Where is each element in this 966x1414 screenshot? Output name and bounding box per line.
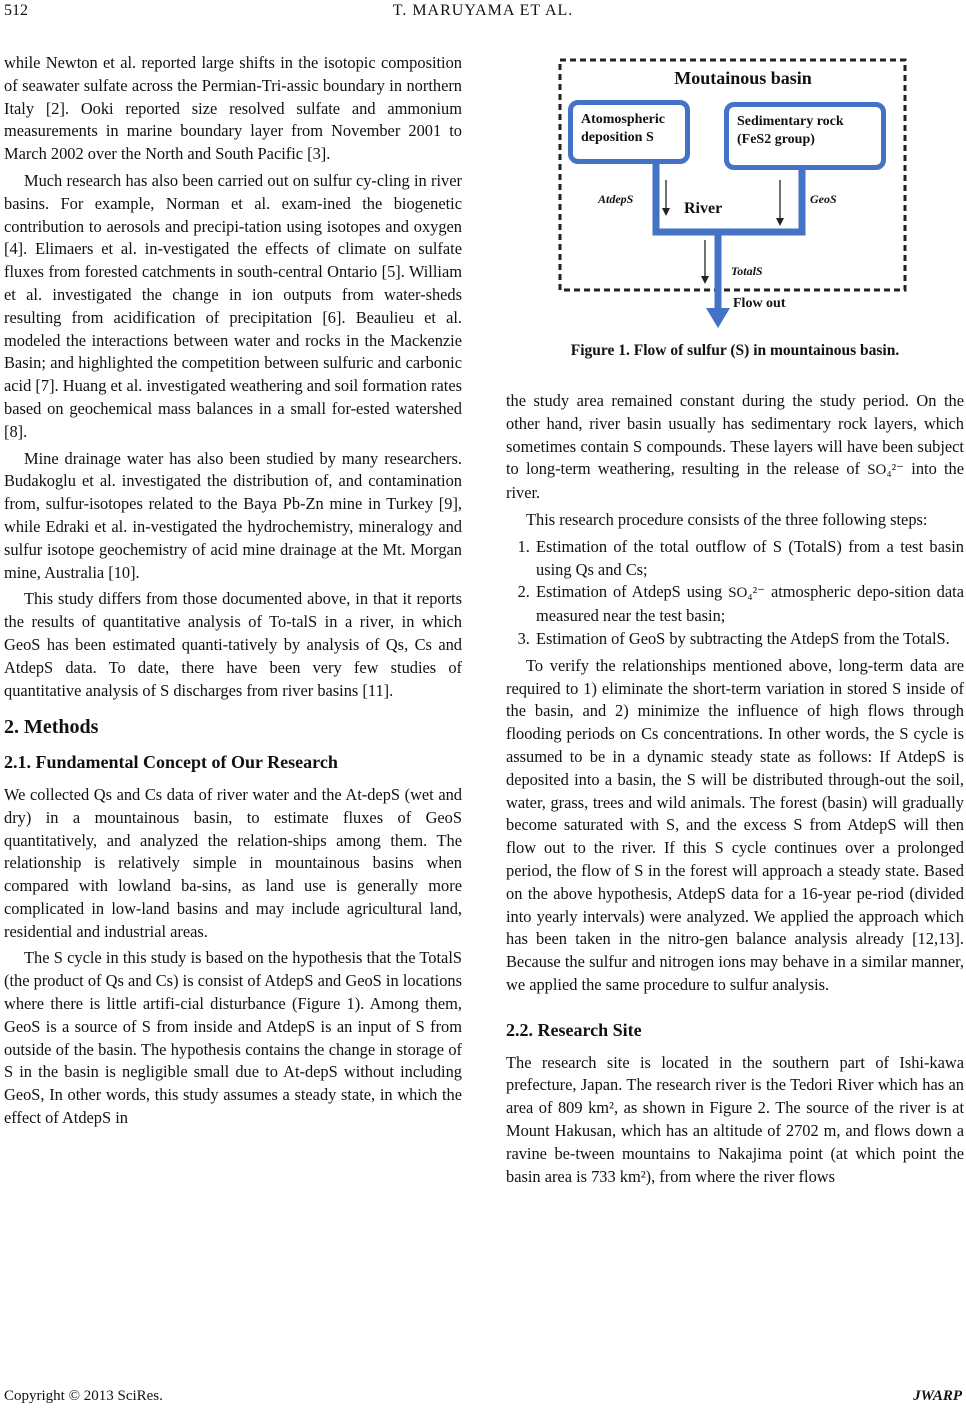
sedimentary-box: Sedimentary rock (FeS2 group) [724,102,886,170]
step-2 [534,581,964,628]
paragraph: The S cycle in this study is based on the hypothesis that the TotalS (the product of Qs and Cs) is consist of AtdepS and GeoS in locations where there is little artifi-cial disturbance (Figure 1). Among them, GeoS is a source of S from inside and AtdepS is an input of S from outside of the basin. The hypothesis contains the change in storage of S in the basin is negligible small due to At-depS without including GeoS, In other words, this study assumes a steady state, in which the effect of AtdepS in [4,948,462,1128]
copyright: Copyright © 2013 SciRes. [4,1388,163,1404]
sulfate-formula: SO₄²⁻ [867,462,905,479]
sulfate-formula: SO₄²⁻ [728,585,766,602]
running-title: T. MARUYAMA ET AL. [392,2,574,19]
paragraph: To verify the relationships mentioned above, long-term data are required to 1) eliminate the short-term variation in stored S inside of the basin, and 2) minimize the influence of high flows through flooding periods on Cs concentrations. In other words, the S cycle is assumed to be in a dynamic steady state as follows: If AtdepS is deposited into a basin, the S will be distributed through-out the soil, water, grass, trees and wild animals. The forest (basin) will gradually become saturated with S, and the excess S from AtdepS will then flow out to the river. If this S cycle continues over a prolonged period, the flow of S in the forest will approach a steady state. Based on the above hypothesis, AtdepS data for a 16-year pe-riod (divided into yearly intervals) were analyzed. We applied the approach which has been taken in the nitro-gen balance analysis already [12,13]. Because the sulfur and nitrogen ions may behave in a similar manner, we applied the same procedure to sulfur analysis. [506,655,964,994]
text: atmospheric depo-sition data measured near the test basin; [536,582,964,626]
paragraph: We collected Qs and Cs data of river water and the At-depS (wet and dry) in a mountainous basin, to estimate fluxes of GeoS quantitatively, and analyzed the relation-ships among them. The relationship is relatively simple in mountainous basins when compared with lowland ba-sins, as land use is generally more complicated in low-land basins and may include agricultural land, residential and industrial areas. [4,784,462,941]
paragraph [506,390,964,505]
right-column [506,390,964,1192]
geos-label: GeoS [810,192,837,206]
subsection-heading: 2.2. Research Site [506,1019,642,1040]
totals-label: TotalS [731,264,763,278]
paragraph: This study differs from those documented above, in that it reports the results of quantitative analysis of To-talS in a river, in which GeoS has been estimated quanti-tatively by analysis of Qs, Cs and AtdepS data. To date, there have been very few studies of quantitative analysis of S discharges from river basins [11]. [4,589,462,700]
figure-caption: Figure 1. Flow of sulfur (S) in mountainous basin. [570,342,900,359]
paragraph: This research procedure consists of the three following steps: [526,509,928,529]
river-label: River [684,200,723,217]
flowout-label: Flow out [733,296,786,311]
figure-title: Moutainous basin [674,68,812,88]
left-column [4,52,462,1134]
journal-name: JWARP [913,1388,962,1404]
text: the study area remained constant during the study period. On the other hand, river basin usually has sedimentary rock layers, which sometimes contain S compounds. These layers will have been subject to long-term weathering, resulting in the release of [506,391,964,479]
page-number: 512 [4,2,28,19]
procedure-steps [506,536,964,651]
subsection-heading: 2.1. Fundamental Concept of Our Research [4,752,338,773]
text: into the river. [506,459,964,503]
section-heading: 2. Methods [4,716,99,739]
atmospheric-box: Atomospheric deposition S [568,100,690,164]
atdeps-label: AtdepS [598,192,634,206]
paragraph: Mine drainage water has also been studied by many researchers. Budakoglu et al. investigated the distribution of, and contamination from, sulfur-isotopes related to the Baya Pb-Zn mine in Turkey [9], while Edraki et al. in-vestigated the hydrochemistry, mineralogy and sulfur isotope geochemistry of acid mine drainage at the Mt. Morgan mine, Australia [10]. [4,448,462,582]
paragraph: Much research has also been carried out on sulfur cy-cling in river basins. For example, Norman et al. exam-ined the biogenetic contribution to aerosols and precipi-tation using isotopes and oxygen [4]. Elimaers et al. in-vestigated the effects of climate on sulfate fluxes from forested catchments in south-central Ontario [5]. William et al. investigated the change in ion outputs from water-sheds resulting from acidification of precipitation [6]. Beaulieu et al. modeled the interactions between water and rocks in the Mackenzie Basin; and highlighted the competition between sulfuric and carbonic acid [7]. Huang et al. investigated weathering and soil formation rates based on geochemical mass balances in a small for-ested watershed [8]. [4,170,462,441]
figure-1 [548,50,938,340]
step-1: 1. Estimation of the total outflow of S (TotalS) from a test basin using Qs and Cs; [534,536,964,582]
step-3: 3. Estimation of GeoS by subtracting the AtdepS from the TotalS. [534,628,964,651]
text: Estimation of AtdepS using [536,582,723,602]
paragraph: while Newton et al. reported large shifts in the isotopic composition of seawater sulfate across the Permian-Tri-assic boundary in northern Italy [2]. Ooki reported size resolved sulfate and ammonium measurements in marine boundary layer from November 2001 to March 2002 over the North and South Pacific [3]. [4,53,462,164]
paragraph: The research site is located in the southern part of Ishi-kawa prefecture, Japan. The research river is the Tedori River which has an area of 809 km², as shown in Figure 2. The source of the river is at Mount Hakusan, which has an altitude of 2702 m, and flows down a ravine be-tween mountains to Nakajima point (at which point the basin area is 733 km²), from where the river flows [506,1052,964,1186]
